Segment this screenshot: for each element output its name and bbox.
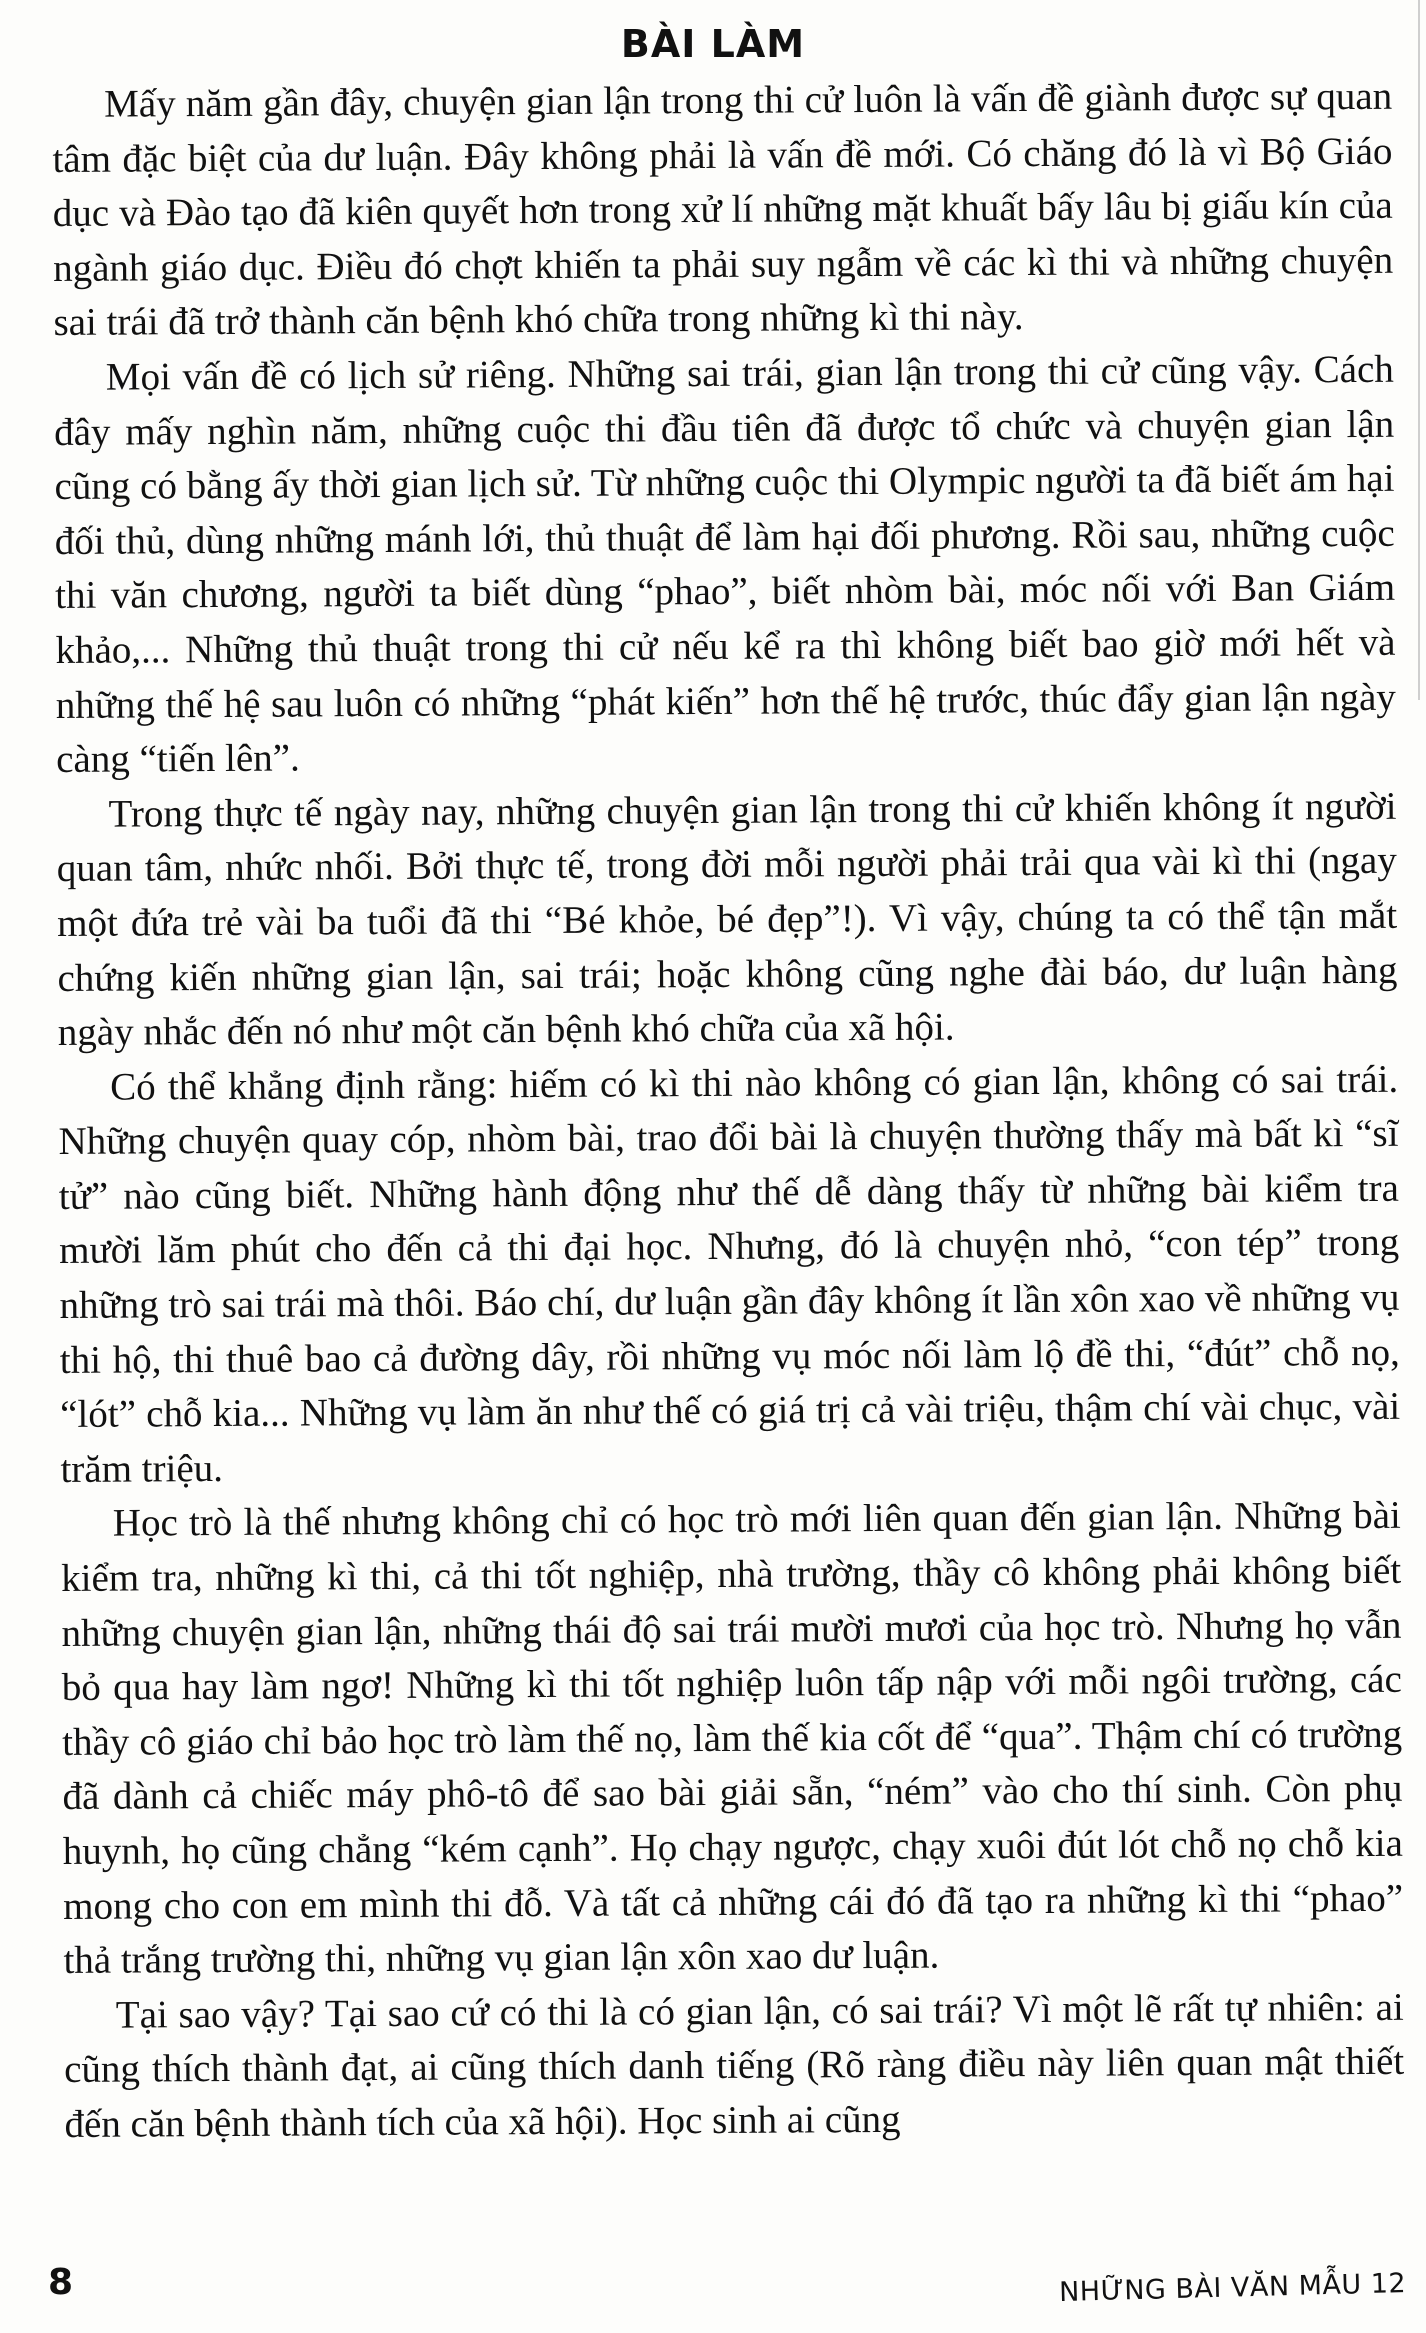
paragraph: Mấy năm gần đây, chuyện gian lận trong thi cử luôn là vấn đề giành được sự quan tâm đặc biệt của dư luận. Đây không phải là vấn đề mới. Có chăng đó là vì Bộ Giáo dục và Đào tạo đã kiên quyết hơn trong xử lí những mặt khuất bấy lâu bị giấu kín của ngành giáo dục. Điều đó chợt khiến ta phải suy ngẫm về các kì thi và những chuyện sai trái đã trở thành căn bệnh khó chữa trong những kì thi này.	[52, 74, 1394, 345]
section-heading: BÀI LÀM	[620, 22, 806, 66]
paragraph: Học trò là thế nhưng không chỉ có học trò mới liên quan đến gian lận. Những bài kiểm tra, những kì thi, cả thi tốt nghiệp, nhà trường, thầy cô không phải không biết những chuyện gian lận, những thái độ sai trái mười mươi của học trò. Nhưng họ vẫn bỏ qua hay làm ngơ! Những kì thi tốt nghiệp luôn tấp nập với mỗi ngôi trường, các thầy cô giáo chỉ bảo học trò làm thế nọ, làm thế kia cốt để “qua”. Thậm chí có trường đã dành cả chiếc máy phô-tô để sao bài giải sẵn, “ném” vào cho thí sinh. Còn phụ huynh, họ cũng chẳng “kém cạnh”. Họ chạy ngược, chạy xuôi đút lót chỗ nọ chỗ kia mong cho con em mình thi đỗ. Và tất cả những cái đó đã tạo ra những kì thi “phao” thả trắng trường thi, những vụ gian lận xôn xao dư luận.	[61, 1494, 1404, 1983]
paragraph: Trong thực tế ngày nay, những chuyện gian lận trong thi cử khiến không ít người quan tâm, nhức nhối. Bởi thực tế, trong đời mỗi người phải trải qua vài kì thi (ngay một đứa trẻ vài ba tuổi đã thi “Bé khỏe, bé đẹp”!). Vì vậy, chúng ta có thể tận mắt chứng kiến những gian lận, sai trái; hoặc không cũng nghe đài báo, dư luận hàng ngày nhắc đến nó như một căn bệnh khó chữa của xã hội.	[56, 784, 1398, 1055]
paragraph: Có thể khẳng định rằng: hiếm có kì thi nào không có gian lận, không có sai trái. Những chuyện quay cóp, nhòm bài, trao đổi bài là chuyện thường thấy mà bất kì “sĩ tử” nào cũng biết. Những hành động như thế dễ dàng thấy từ những bài kiểm tra mười lăm phút cho đến cả thi đại học. Nhưng, đó là chuyện nhỏ, “con tép” trong những trò sai trái mà thôi. Báo chí, dư luận gần đây không ít lần xôn xao về những vụ thi hộ, thi thuê bao cả đường dây, rồi những vụ móc nối làm lộ đề thi, “đút” chỗ nọ, “lót” chỗ kia... Những vụ làm ăn như thế có giá trị cả vài triệu, thậm chí vài chục, vài trăm triệu.	[58, 1057, 1401, 1491]
paragraph: Tại sao vậy? Tại sao cứ có thi là có gian lận, có sai trái? Vì một lẽ rất tự nhiên: ai cũng thích thành đạt, ai cũng thích danh tiếng (Rõ ràng điều này liên quan mật thiết đến căn bệnh thành tích của xã hội). Học sinh ai cũng	[64, 1985, 1405, 2146]
paragraph: Mọi vấn đề có lịch sử riêng. Những sai trái, gian lận trong thi cử cũng vậy. Cách đây mấy nghìn năm, những cuộc thi đầu tiên đã được tổ chức và chuyện gian lận cũng có bằng ấy thời gian lịch sử. Từ những cuộc thi Olympic người ta đã biết ám hại đối thủ, dùng những mánh lới, thủ thuật để làm hại đối phương. Rồi sau, những cuộc thi văn chương, người ta biết dùng “phao”, biết nhòm bài, móc nối với Ban Giám khảo,... Những thủ thuật trong thi cử nếu kể ra thì không biết bao giờ mới hết và những thế hệ sau luôn có những “phát kiến” hơn thế hệ trước, thúc đẩy gian lận ngày càng “tiến lên”.	[54, 347, 1396, 782]
page-edge-divider	[1418, 0, 1420, 700]
essay-body	[52, 70, 1405, 2153]
page-number: 8	[48, 2262, 74, 2303]
series-title: NHỮNG BÀI VĂN MẪU 12	[1058, 2268, 1407, 2309]
